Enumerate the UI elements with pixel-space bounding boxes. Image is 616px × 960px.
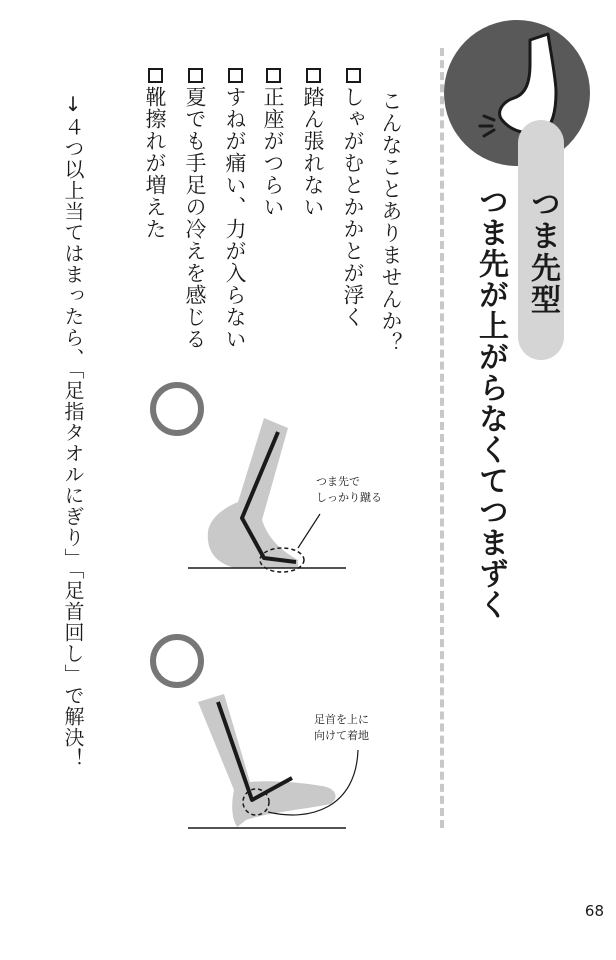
checkbox-icon xyxy=(148,68,163,83)
checkbox-icon xyxy=(306,68,321,83)
checklist-item xyxy=(300,68,328,218)
checklist-item xyxy=(260,68,288,218)
checklist-item-label: 夏でも手足の冷えを感じる xyxy=(183,86,207,350)
checkbox-icon xyxy=(346,68,361,83)
checkbox-icon xyxy=(228,68,243,83)
section-subtitle: つま先が上がらなくてつまずく xyxy=(473,186,508,620)
page-number: 68 xyxy=(584,902,604,920)
checklist-item-label: 踏ん張れない xyxy=(301,86,325,218)
checklist-question: こんなことありませんか？ xyxy=(379,90,403,354)
checklist-item xyxy=(142,68,170,240)
checklist-item-label: 靴擦れが増えた xyxy=(143,86,167,240)
foot-icon xyxy=(444,20,590,166)
checklist-item-label: しゃがむとかかとが浮く xyxy=(341,86,365,328)
checklist-item xyxy=(222,68,250,350)
header-circle xyxy=(444,20,590,166)
checklist-item xyxy=(182,68,210,350)
checkbox-icon xyxy=(188,68,203,83)
checklist-item-label: すねが痛い、力が入らない xyxy=(223,86,247,350)
illustration-caption: つま先で しっかり蹴る xyxy=(316,475,382,504)
ok-mark-icon xyxy=(150,634,204,688)
checkbox-icon xyxy=(266,68,281,83)
type-label: つま先型 xyxy=(525,188,560,316)
dashed-divider xyxy=(440,48,444,828)
illustration-caption: 足首を上に 向けて着地 xyxy=(314,713,369,742)
solution-note: ↓４つ以上当てはまったら、「足指タオルにぎり」「足首回し」で解決！ xyxy=(61,92,85,769)
checklist-item-label: 正座がつらい xyxy=(261,86,285,218)
checklist-item xyxy=(340,68,368,328)
